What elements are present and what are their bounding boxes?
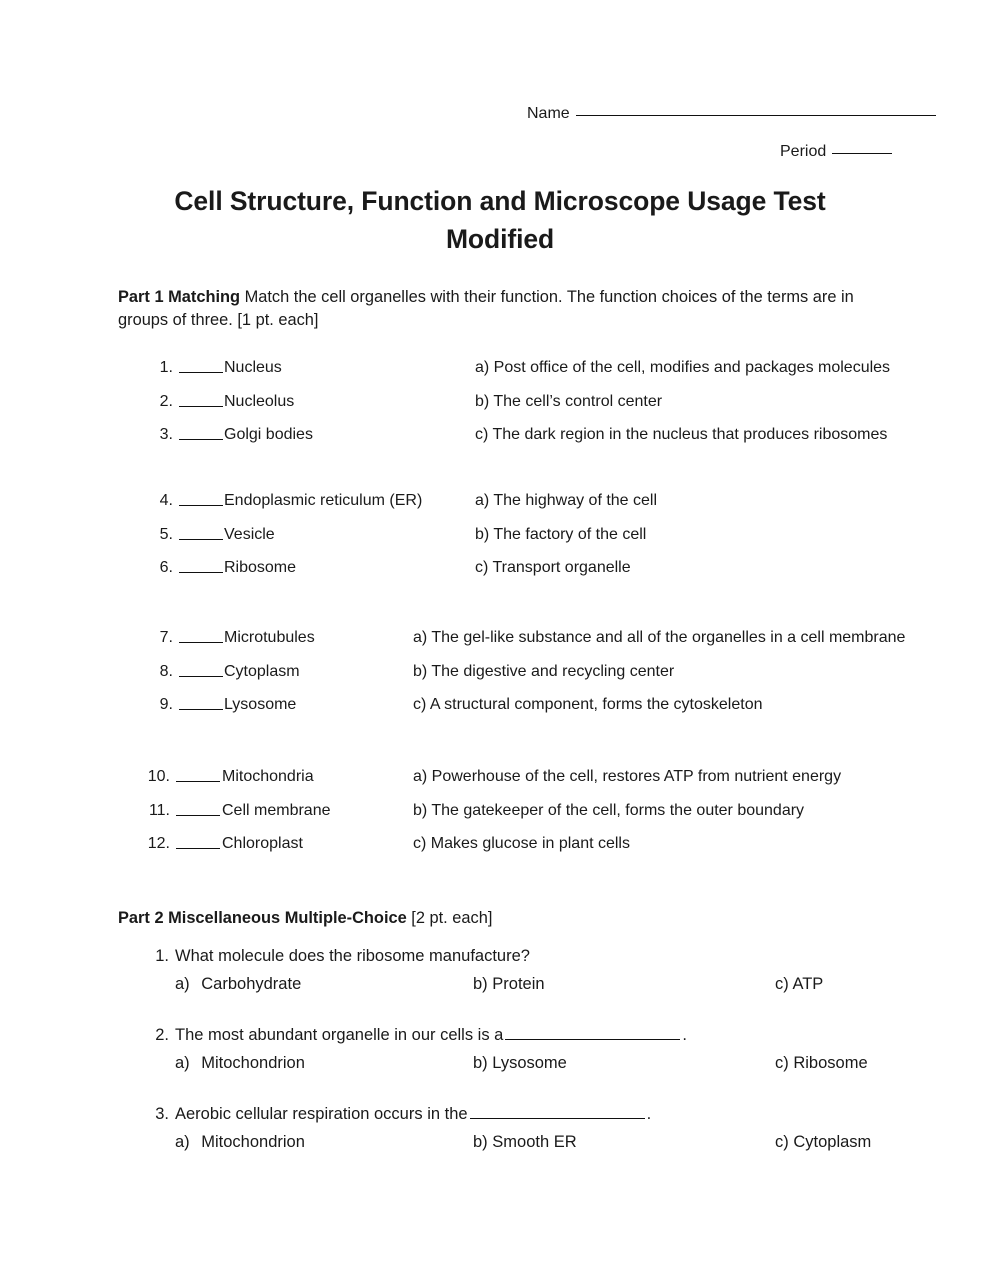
item-number: 9.	[159, 696, 173, 713]
part1-heading-instructions: Match the cell organelles with their function. The function choices of the terms are in groups of three. [1 pt. each]	[118, 288, 854, 329]
function-choice: b) The gatekeeper of the cell, forms the outer boundary	[413, 801, 805, 819]
answer-option[interactable]	[775, 1054, 868, 1073]
option-letter: c)	[775, 1054, 789, 1072]
matching-row	[0, 663, 1000, 697]
item-number: 3.	[159, 426, 173, 443]
answer-blank[interactable]	[179, 359, 223, 373]
answer-option[interactable]	[775, 975, 823, 994]
option-letter: a)	[175, 1133, 190, 1151]
answer-blank[interactable]	[179, 559, 223, 573]
option-letter: b)	[473, 1133, 488, 1151]
option-text: ATP	[792, 975, 824, 993]
function-choice: c) A structural component, forms the cytoskeleton	[413, 696, 763, 713]
question-text	[175, 1105, 651, 1124]
matching-row	[0, 559, 1000, 593]
answer-option[interactable]	[473, 1054, 567, 1073]
organelle-term: Endoplasmic reticulum (ER)	[224, 492, 423, 509]
option-text: Smooth ER	[492, 1133, 577, 1151]
answer-blank[interactable]	[176, 802, 220, 816]
answer-option[interactable]	[175, 975, 301, 994]
matching-row	[0, 835, 1000, 869]
page-title	[120, 182, 880, 258]
matching-row	[0, 359, 1000, 393]
period-field-row	[780, 143, 892, 161]
organelle-term: Golgi bodies	[224, 426, 313, 443]
organelle-term: Lysosome	[224, 696, 297, 713]
item-number: 8.	[159, 662, 173, 680]
question-text-after-blank: .	[646, 1105, 652, 1123]
matching-group-2	[0, 492, 1000, 593]
item-number: 1.	[159, 359, 173, 376]
answer-options	[0, 1054, 1000, 1080]
option-text: Cytoplasm	[793, 1133, 872, 1151]
answer-blank[interactable]	[179, 663, 223, 677]
organelle-term: Chloroplast	[222, 835, 303, 852]
question-text-before-blank: The most abundant organelle in our cells is a	[175, 1026, 504, 1044]
function-choice: c) The dark region in the nucleus that produces ribosomes	[475, 426, 888, 443]
title-line-1: Cell Structure, Function and Microscope Usage Test	[174, 186, 826, 216]
question-text-before-blank: What molecule does the ribosome manufacture?	[175, 947, 530, 965]
function-choice: a) Post office of the cell, modifies and packages molecules	[475, 359, 891, 376]
part1-heading	[118, 286, 908, 332]
function-choice: a) The gel-like substance and all of the organelles in a cell membrane	[413, 629, 906, 646]
answer-option[interactable]	[473, 1133, 577, 1152]
answer-options	[0, 975, 1000, 1001]
function-choice: c) Makes glucose in plant cells	[413, 835, 630, 852]
question-number: 3.	[155, 1105, 169, 1123]
function-choice: b) The digestive and recycling center	[413, 662, 675, 680]
multiple-choice-question-3	[0, 1105, 1000, 1159]
function-choice: b) The cell’s control center	[475, 392, 663, 410]
organelle-term: Ribosome	[224, 559, 297, 576]
answer-blank[interactable]	[179, 492, 223, 506]
item-number: 6.	[159, 559, 173, 576]
name-write-in-line[interactable]	[576, 115, 936, 116]
answer-option[interactable]	[473, 975, 545, 994]
matching-row	[0, 526, 1000, 560]
question-text	[175, 1026, 687, 1045]
option-letter: c)	[775, 1133, 789, 1151]
title-line-2: Modified	[445, 224, 555, 254]
answer-blank[interactable]	[176, 835, 220, 849]
answer-option[interactable]	[175, 1133, 305, 1152]
function-choice: b) The factory of the cell	[475, 525, 647, 543]
name-field-row	[527, 105, 936, 123]
organelle-term: Cell membrane	[222, 801, 331, 819]
item-number: 11.	[148, 801, 170, 819]
organelle-term: Mitochondria	[222, 768, 314, 785]
item-number: 5.	[159, 525, 173, 543]
matching-row	[0, 629, 1000, 663]
answer-options	[0, 1133, 1000, 1159]
answer-blank[interactable]	[176, 768, 220, 782]
option-text: Ribosome	[793, 1054, 868, 1072]
function-choice: a) The highway of the cell	[475, 492, 658, 509]
option-letter: c)	[775, 975, 789, 993]
question-stem	[0, 1105, 1000, 1131]
fill-in-blank[interactable]	[470, 1105, 645, 1119]
option-letter: a)	[175, 975, 190, 993]
organelle-term: Cytoplasm	[224, 662, 300, 680]
option-letter: a)	[175, 1054, 190, 1072]
item-number: 10.	[147, 768, 170, 785]
matching-group-4	[0, 768, 1000, 869]
answer-blank[interactable]	[179, 696, 223, 710]
matching-group-1	[0, 359, 1000, 460]
part1-heading-label: Part 1 Matching	[118, 288, 241, 306]
answer-blank[interactable]	[179, 393, 223, 407]
multiple-choice-question-2	[0, 1026, 1000, 1080]
item-number: 4.	[159, 492, 173, 509]
question-text	[175, 947, 530, 966]
organelle-term: Microtubules	[224, 629, 315, 646]
question-stem	[0, 1026, 1000, 1052]
organelle-term: Nucleus	[224, 359, 282, 376]
option-text: Mitochondrion	[201, 1133, 305, 1151]
item-number: 2.	[159, 392, 173, 410]
question-stem	[0, 947, 1000, 973]
item-number: 12.	[147, 835, 170, 852]
question-text-after-blank: .	[682, 1026, 687, 1044]
question-number: 2.	[155, 1026, 169, 1044]
option-text: Carbohydrate	[201, 975, 302, 993]
part2-heading	[118, 907, 908, 930]
answer-blank[interactable]	[179, 526, 223, 540]
matching-row	[0, 768, 1000, 802]
organelle-term: Vesicle	[224, 525, 275, 543]
option-letter: b)	[473, 1054, 488, 1072]
fill-in-blank[interactable]	[505, 1026, 680, 1040]
option-letter: b)	[473, 975, 488, 993]
matching-row	[0, 426, 1000, 460]
answer-blank[interactable]	[179, 629, 223, 643]
function-choice: a) Powerhouse of the cell, restores ATP from nutrient energy	[413, 768, 842, 785]
organelle-term: Nucleolus	[224, 392, 295, 410]
answer-option[interactable]	[775, 1133, 871, 1152]
function-choice: c) Transport organelle	[475, 559, 631, 576]
item-number: 7.	[159, 629, 173, 646]
part2-heading-label: Part 2 Miscellaneous Multiple-Choice	[118, 909, 407, 927]
option-text: Lysosome	[492, 1054, 567, 1072]
matching-group-3	[0, 629, 1000, 730]
matching-row	[0, 802, 1000, 836]
period-label: Period	[780, 143, 827, 160]
multiple-choice-question-1	[0, 947, 1000, 1001]
answer-blank[interactable]	[179, 426, 223, 440]
matching-row	[0, 696, 1000, 730]
period-write-in-line[interactable]	[832, 153, 892, 154]
answer-option[interactable]	[175, 1054, 305, 1073]
question-text-before-blank: Aerobic cellular respiration occurs in the	[175, 1105, 468, 1123]
matching-row	[0, 492, 1000, 526]
name-label: Name	[527, 105, 570, 122]
option-text: Protein	[492, 975, 545, 993]
question-number: 1.	[155, 947, 169, 965]
matching-row	[0, 393, 1000, 427]
option-text: Mitochondrion	[201, 1054, 305, 1072]
part2-heading-points: [2 pt. each]	[406, 909, 493, 927]
